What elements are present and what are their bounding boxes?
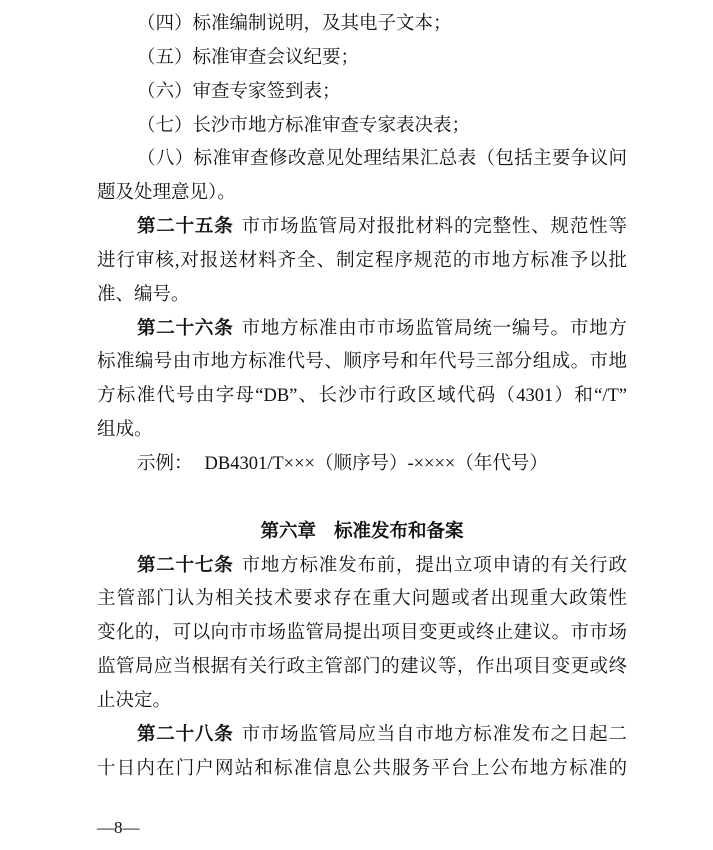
article-line: 变化的，可以向市市场监管局提出项目变更或终止建议。市市场: [97, 623, 627, 644]
article-line: 组成。: [97, 420, 153, 441]
example-line: [97, 448, 627, 482]
list-item-line: （八）标准审查修改意见处理结果汇总表（包括主要争议问: [137, 149, 627, 170]
article-text: 市市场监管局应当自市地方标准发布之日起二: [241, 724, 627, 745]
article-26-first-line: [97, 313, 627, 347]
article-25-first-line: [97, 211, 627, 245]
article-line: 进行审核,对报送材料齐全、制定程序规范的市地方标准予以批: [97, 250, 627, 271]
article-label: 第二十七条: [137, 555, 234, 576]
article-line: 监管局应当根据有关行政主管部门的建议等，作出项目变更或终: [97, 657, 627, 678]
list-item: （四）标准编制说明，及其电子文本；: [137, 14, 452, 34]
chapter-number: 第六章: [260, 521, 316, 542]
article-line: 主管部门认为相关技术要求存在重大问题或者出现重大政策性: [97, 589, 627, 610]
article-text: 市市场监管局对报批材料的完整性、规范性等: [241, 217, 627, 238]
article-line: 止决定。: [97, 690, 172, 711]
article-line: 方标准代号由字母“DB”、长沙市行政区域代码（4301）和“/T”: [97, 386, 627, 407]
article-line: 标准编号由市地方标准代号、顺序号和年代号三部分组成。市地: [97, 352, 627, 373]
example-value: DB4301/T×××（顺序号）-××××（年代号）: [204, 453, 548, 474]
article-label: 第二十八条: [137, 724, 234, 745]
article-text: 市地方标准由市市场监管局统一编号。市地方: [241, 318, 627, 339]
chapter-heading: [97, 516, 627, 550]
document-page: [97, 8, 627, 786]
article-label: 第二十六条: [137, 318, 234, 339]
article-line: 十日内在门户网站和标准信息公共服务平台上公布地方标准的: [97, 758, 627, 779]
example-label: 示例：: [137, 453, 193, 474]
page-number: —8—: [97, 818, 140, 837]
chapter-title: 标准发布和备案: [334, 521, 464, 542]
article-line: 准、编号。: [97, 284, 190, 305]
article-label: 第二十五条: [137, 217, 234, 238]
list-item: （七）长沙市地方标准审查专家表决表；: [137, 115, 471, 136]
article-text: 市地方标准发布前，提出立项申请的有关行政: [241, 555, 627, 576]
list-item: （五）标准审查会议纪要；: [137, 47, 360, 68]
blank-line: [97, 482, 627, 516]
article-27-first-line: [97, 550, 627, 584]
list-item-line: 题及处理意见）。: [97, 183, 236, 204]
article-28-first-line: [97, 719, 627, 753]
list-item: （六）审查专家签到表；: [137, 81, 341, 102]
